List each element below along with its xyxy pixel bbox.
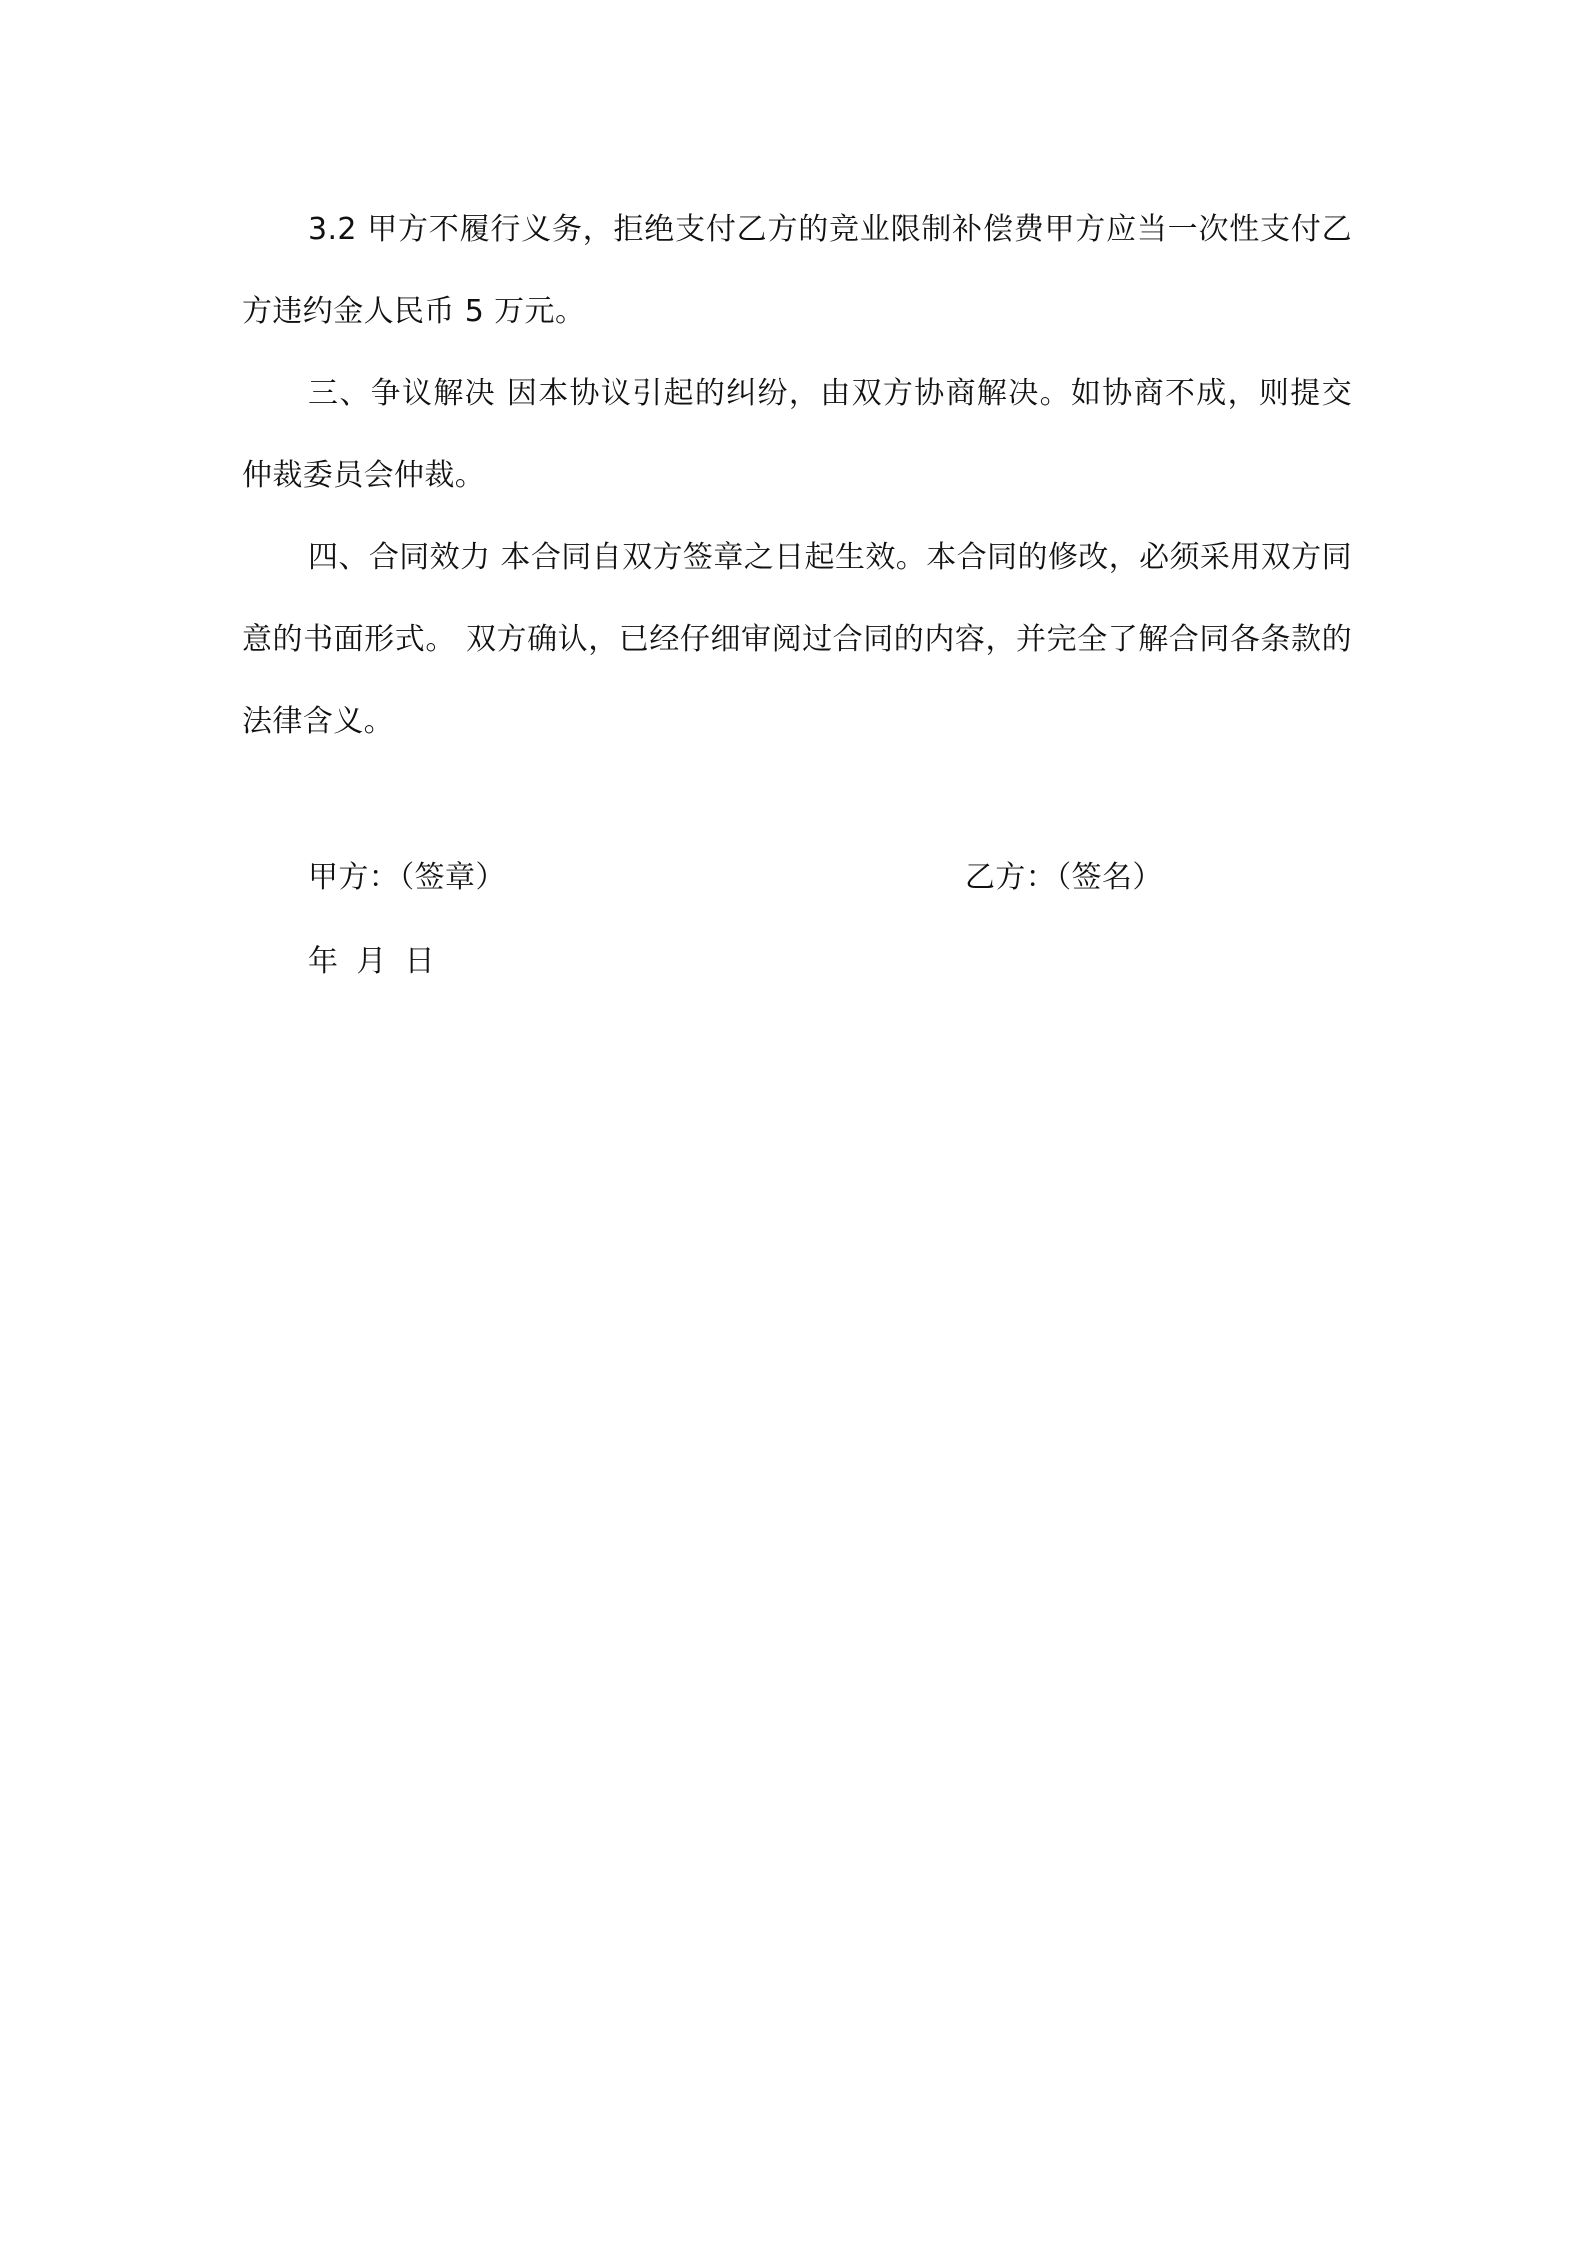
party-a-signature-line: 甲方：（签章）	[308, 860, 506, 895]
party-b-signature-line: 乙方：（签名）	[965, 860, 1163, 895]
dispute-resolution-paragraph: 三、争议解决 因本协议引起的纠纷，由双方协商解决。如协商不成，则提交 仲裁委员会仲裁。	[242, 376, 1352, 493]
date-line: 年 月 日	[308, 944, 436, 979]
clause-3-2-paragraph: 3.2 甲方不履行义务，拒绝支付乙方的竞业限制补偿费甲方应当一次性支付乙方违约金人民币 5 万元。	[242, 212, 1352, 329]
contract-validity-paragraph: 四、合同效力 本合同自双方签章之日起生效。本合同的修改，必须采用双方同意的书面形式。 双方确认，已经仔细审阅过合同的内容，并完全了解合同各条款的法律含义。	[242, 540, 1352, 739]
